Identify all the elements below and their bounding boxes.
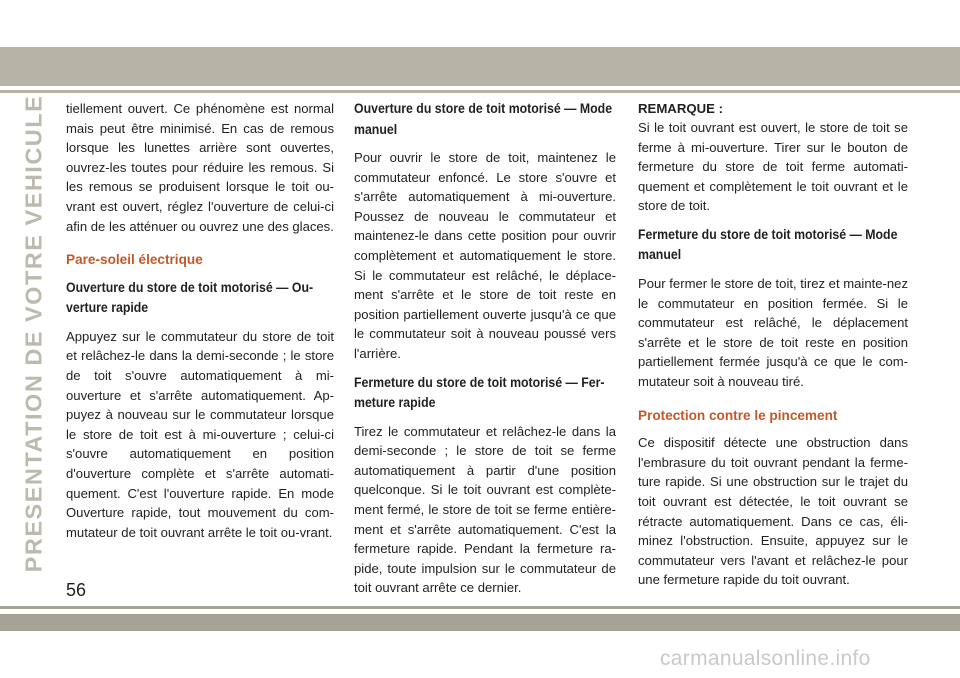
paragraph: Pour ouvrir le store de toit, maintenez le commutateur enfoncé. Le store s'ouvre et s'arrête automatiquement à mi-ouverture. Poussez de nouveau le commutateur et maintenez-le dans cette position pour ouvrir complètement et automatiquement le store. Si le commutateur est relâché, le déplace-ment s'arrête et le store de toit reste en position partiellement ouverte jusqu'à ce que le commutateur soit à nouveau poussé vers l'arrière.	[354, 150, 616, 361]
paragraph: Ce dispositif détecte une obstruction dans l'embrasure du toit ouvrant pendant la ferme-ture rapide. Si une obstruction sur le trajet du toit ouvrant est détectée, le toit ouvrant se rétracte automatiquement. Dans ce cas, éli-minez l'obstruction. Ensuite, appuyez sur le commutateur vers l'avant et relâchez-le pour une fermeture rapide du toit ouvrant.	[638, 435, 908, 588]
remark-label: REMARQUE :	[638, 101, 723, 116]
paragraph: Tirez le commutateur et relâchez-le dans la demi-seconde ; le store de toit se ferme automatiquement à partir d'une position quelconque. Si le toit ouvrant est complète-ment fermé, le store de toit se ferme entière-ment et s'arrête automatiquement. C'est la fermeture rapide. Pendant la fermeture ra-pide, toute impulsion sur le commutateur de toit ouvrant arrête ce dernier.	[354, 423, 616, 596]
paragraph: tiellement ouvert. Ce phénomène est normal mais peut être minimisé. En cas de remous lorsque les lunettes arrière sont ouvertes, ouvrez-les toutes pour réduire les remous. Si les remous se produisent lorsque le toit ou-vrant est ouvert, réglez l'ouverture de celui-ci afin de les atténuer ou ouvrez une des glaces.	[66, 101, 334, 234]
watermark: carmanualsonline.info	[660, 647, 871, 670]
heading-close-express: Fermeture du store de toit motorisé — Fer-meture rapide	[354, 374, 605, 411]
footer-band	[0, 614, 960, 631]
paragraph: Appuyez sur le commutateur du store de toit et relâchez-le dans la demi-seconde ; le store de toit s'ouvre automatiquement à mi-ouverture et s'arrête automatiquement. Ap-puyez à nouveau sur le commutateur lorsque le store de toit est à mi-ouverture ; celui-ci s'ouvre automatiquement en position d'ouverture complète et s'arrête automati-quement. C'est l'ouverture rapide. En mode Ouverture rapide, tout mouvement du com-mutateur de toit ouvrant arrête le toit ou-vrant.	[66, 328, 334, 540]
column-2	[354, 99, 616, 607]
heading-open-express: Ouverture du store de toit motorisé — Ou-verture rapide	[66, 279, 314, 316]
column-3	[638, 99, 908, 599]
remark-text: Si le toit ouvrant est ouvert, le store de toit se ferme à mi-ouverture. Tirer sur le bouton de fermeture du store de toit ferme automati-quement et complètement le toit ouvrant et le store de toit.	[638, 120, 908, 214]
column-1	[66, 99, 334, 551]
heading-open-manual: Ouverture du store de toit motorisé — Mode manuel	[354, 101, 613, 137]
paragraph: Pour fermer le store de toit, tirez et mainte-nez le commutateur en position fermée. Si le commutateur est relâché, le déplacement s'arrête et le store de toit reste en position partiellement fermée jusqu'à ce que le com-mutateur soit à nouveau tiré.	[638, 275, 908, 389]
chapter-side-label	[20, 94, 47, 572]
header-band	[0, 47, 960, 86]
chapter-side-label-text: PRESENTATION DE VOTRE VEHICULE	[20, 94, 47, 572]
heading-close-manual: Fermeture du store de toit motorisé — Mode manuel	[638, 226, 898, 263]
section-title-pinch-protection: Protection contre le pincement	[638, 407, 838, 423]
section-title-power-sunshade: Pare-soleil électrique	[66, 252, 203, 268]
page-number: 56	[66, 580, 87, 600]
